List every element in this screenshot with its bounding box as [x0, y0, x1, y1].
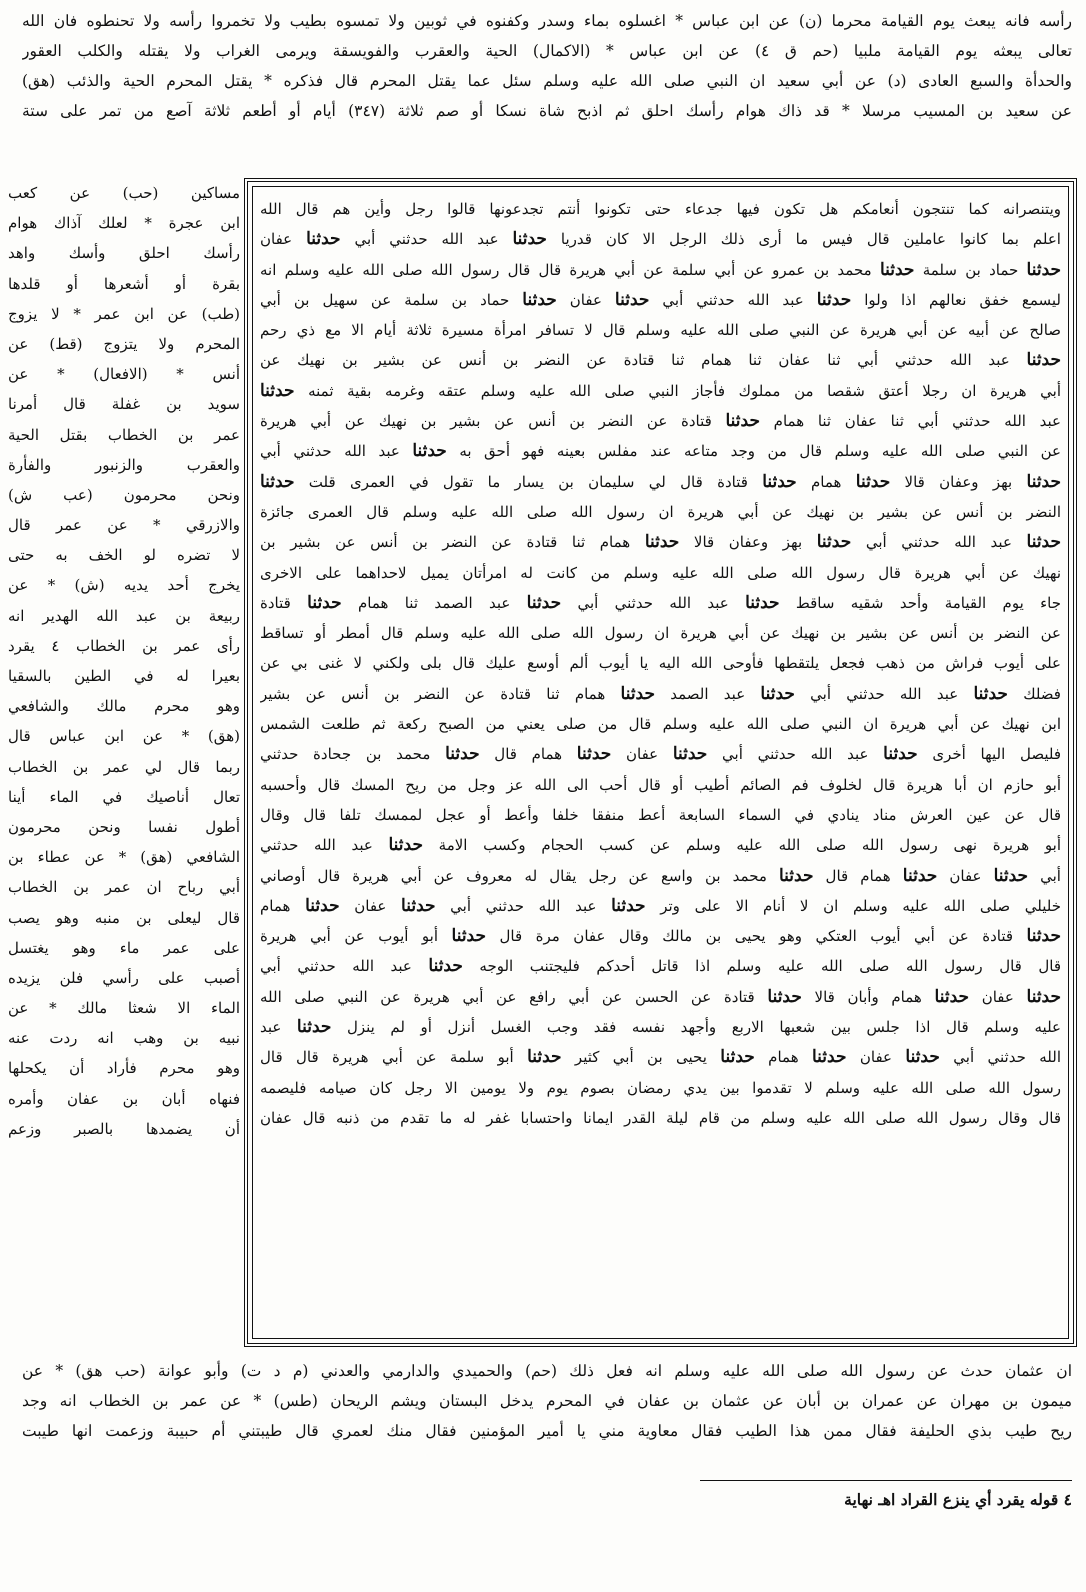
text-line: نبيه بن وهب انه ردت عنه	[8, 1029, 240, 1048]
text-line: يخرج أحد يديه (ش) * عن	[8, 576, 240, 595]
text-line: على أيوب فراش من ذهب فجعل يلتقطها فأوحى الله اليه يا أيوب ألم أوسع عليك قال بلى ولكني لا غنى بي عن	[260, 654, 1061, 673]
text-line: صالح عن أبيه عن أبي هريرة عن النبي صلى الله عليه وسلم قال لا تسافر امرأة مسيرة ثلاثة أيام الا مع ذي رحم	[260, 321, 1061, 340]
text-line: فليصل اليها أخرى حدثنا عبد الله حدثني أبي حدثنا عفان حدثنا همام قال حدثنا محمد بن جحادة حدثني	[260, 744, 1061, 765]
text-line: والحدأة والسبع العادى (د) عن أبي سعيد ان النبي صلى الله عليه وسلم سئل عما يقتل المحرم قال فذكره * يقتل المحرم الحية والذئب (هق)	[22, 72, 1072, 90]
text-line: أبي رباح ان عمر بن الخطاب	[8, 878, 240, 897]
text-line: ابن نهيك عن أبي هريرة ان النبي صلى الله عليه وسلم قال من صلى يعني من الصبح ركعة ثم طلعت الشمس	[260, 715, 1061, 734]
text-line: عن سعيد بن المسيب مرسلا * قد ذاك هوام رأسك احلق ثم اذبح شاة نسكا أو صم ثلاثة (٣٤٧) أيام أو أطعم ثلاثة آصع من تمر على ستة	[22, 102, 1072, 120]
text-line: قال عن عين العرش مناد ينادي في السماء السابعة أعط منفقا خلفا وأعط أو عجل لممسك تلفا قال وقال	[260, 805, 1061, 824]
text-line: وهو محرم مالك والشافعي	[8, 697, 240, 716]
text-line: فضلك حدثنا عبد الله حدثني أبي حدثنا عبد الصمد حدثنا همام ثنا قتادة عن النضر بن أنس عن بشير	[260, 683, 1061, 704]
text-line: لا تضره لو الخف به حتى	[8, 546, 240, 565]
text-line: ابن عجرة * لعلك آذاك هوام	[8, 214, 240, 233]
text-line: رأسه فانه يبعث يوم القيامة محرما (ن) عن ابن عباس * اغسلوه بماء وسدر وكفنوه في ثوبين ولا تمسوه بطيب ولا تخمروا رأسه ولا تحنطوه فان الله	[22, 12, 1072, 30]
text-line: (طب) عن ابن عمر * لا يزوج	[8, 304, 240, 323]
text-line: حدثنا عفان حدثنا همام وأبان قالا حدثنا قتادة عن الحسن عن أبي رافع عن أبي هريرة عن النبي صلى الله	[260, 986, 1061, 1007]
text-line: حدثنا حماد بن سلمة حدثنا محمد بن عمرو عن أبي سلمة عن أبي هريرة قال قال رسول الله صلى الله عليه وسلم انه	[260, 259, 1061, 280]
bottom-text-block	[22, 1356, 1072, 1446]
text-line: تعال أناصيك في الماء أينا	[8, 787, 240, 806]
text-line: ونحن محرمون (عب ش)	[8, 485, 240, 504]
text-line: النضر بن أنس عن بشير بن نهيك عن أبي هريرة ان رسول الله صلى الله عليه وسلم قال العمرى جائزة	[260, 502, 1061, 521]
text-line: نهيك عن أبي هريرة قال رسول الله صلى الله عليه وسلم من كانت له امرأتان يميل لاحداهما على الاخرى	[260, 563, 1061, 582]
text-line: عمر بن الخطاب بقتل الحية	[8, 425, 240, 444]
text-line: أن يضمدها بالصبر وزعم	[8, 1119, 240, 1138]
text-line: عليه وسلم قال اذا جلس بين شعبها الاربع وأجهد نفسه فقد وجب الغسل أنزل أو لم ينزل حدثنا عبد	[260, 1017, 1061, 1038]
text-line: تعالى يبعثه يوم القيامة ملبيا (حم ق ٤) عن ابن عباس * (الاكمال) الحية والعقرب والفويسقة ويرمى الغراب ولا يقتله والكلب العقور	[22, 42, 1072, 60]
text-line: رأسك احلق وأسك واهد	[8, 244, 240, 263]
text-line: ميمون بن مهران عن عمران بن أبان عن عثمان بن عفان في المحرم يدخل البستان ويشم الريحان (طس) * عن عمر بن الخطاب انه وجد	[22, 1392, 1072, 1410]
text-line: (هق) * عن ابن عباس قال	[8, 727, 240, 746]
text-line: المحرم ولا يتزوج (قط) عن	[8, 334, 240, 353]
text-line: ليسمع خفق نعالهم اذا ولوا حدثنا عبد الله حدثني أبي حدثنا عفان حدثنا حماد بن سلمة عن سهيل بن أبي	[260, 289, 1061, 310]
main-text-block	[260, 194, 1061, 1133]
text-line: رسول الله صلى الله عليه وسلم لا تقدموا بين يدي رمضان بصوم يوم ولا يومين الا رجل كان صيامه فليصمه	[260, 1078, 1061, 1097]
text-line: عبد الله حدثني أبي ثنا عفان ثنا همام حدثنا قتادة عن النضر بن أنس عن بشير بن نهيك عن أبي هريرة	[260, 411, 1061, 432]
text-line: فنهاه أبان بن عفان وأمره	[8, 1089, 240, 1108]
text-line: عن النضر بن أنس عن بشير بن نهيك عن أبي هريرة ان رسول الله صلى الله عليه وسلم قال أمطر أو تساقط	[260, 624, 1061, 643]
text-line: قال قال رسول الله صلى الله عليه وسلم اذا قاتل أحدكم فليجتنب الوجه حدثنا عبد الله حدثني أبي	[260, 956, 1061, 977]
text-line: الماء الا شعثا مالك * عن	[8, 999, 240, 1018]
footnote	[700, 1480, 1072, 1515]
text-line: أبو هريرة نهى رسول الله صلى الله عليه وسلم عن كسب الحجام وكسب الامة حدثنا عبد الله حدثني	[260, 835, 1061, 856]
text-line: ريح طيب بذي الحليفة فقال ممن هذا الطيب فقال معاوية مني يا أمير المؤمنين فقال منك لعمري قال طيبتني أم حبيبة وزعمت انها طيبت	[22, 1422, 1072, 1440]
text-line: جاء يوم القيامة وأحد شقيه ساقط حدثنا عبد الله حدثني أبي حدثنا عبد الصمد ثنا همام حدثنا قتادة	[260, 592, 1061, 613]
text-line: حدثنا بهز وعفان قالا حدثنا همام حدثنا قتادة قال لي سليمان بن يسار ما تقول في العمرى قلت حدثنا	[260, 471, 1061, 492]
text-line: ويتنصرانه كما تنتجون أنعامكم هل تكون فيها جدعاء حتى تكونوا أنتم تجدعونها قالوا رجل وأين هم قال الله	[260, 200, 1061, 218]
text-line: قال وقال رسول الله صلى الله عليه وسلم من قام ليلة القدر ايمانا واحتسابا غفر له ما تقدم من ذنبه قال عفان	[260, 1108, 1061, 1127]
text-line: أطول نفسا ونحن محرمون	[8, 817, 240, 836]
side-column-text	[8, 178, 240, 1144]
text-line: أبي هريرة ان رجلا أعتق شقصا من مملوك فأجاز النبي صلى الله عليه وسلم عتقه وغرمه بقية ثمنه حدثنا	[260, 380, 1061, 401]
text-line: أنس * (الافعال) * عن	[8, 365, 240, 384]
text-line: حدثنا قتادة عن أبي أيوب العتكي وهو يحيى بن مالك وقال عفان مرة قال حدثنا أبو أيوب عن أبي هريرة	[260, 926, 1061, 947]
text-line: سويد بن غفلة قال أمرنا	[8, 395, 240, 414]
text-line: الشافعي (هق) * عن عطاء بن	[8, 848, 240, 867]
main-text-frame	[244, 178, 1077, 1347]
top-text-block	[22, 6, 1072, 126]
text-line: ربيعة بن عبد الله الهدير انه	[8, 606, 240, 625]
text-line: والازرقي * عن عمر قال	[8, 516, 240, 535]
text-line: أبي حدثنا عفان حدثنا همام قال حدثنا محمد بن واسع عن رجل يقال له معروف عن أبي هريرة قال أوصاني	[260, 865, 1061, 886]
text-line: ربما قال لي عمر بن الخطاب	[8, 757, 240, 776]
text-line: بقرة أو أشعرها أو قلدها	[8, 274, 240, 293]
text-line: خليلي صلى الله عليه وسلم ان لا أنام الا على وتر حدثنا عبد الله حدثني أبي حدثنا عفان حدثنا همام	[260, 895, 1061, 916]
text-line: وهو محرم فأراد أن يكحلها	[8, 1059, 240, 1078]
text-line: على عمر ماء وهو يغتسل	[8, 938, 240, 957]
text-line: حدثنا عبد الله حدثني أبي حدثنا بهز وعفان قالا حدثنا همام ثنا قتادة عن النضر بن أنس عن بشير بن	[260, 532, 1061, 553]
text-line: الله حدثني أبي حدثنا عفان حدثنا همام حدثنا يحيى بن أبي كثير حدثنا أبو سلمة عن أبي هريرة قال قال	[260, 1047, 1061, 1068]
text-line: أصبب على رأسي فلن يزيده	[8, 968, 240, 987]
text-line: اعلم بما كانوا عاملين قال فيس ما أرى ذلك الرجل الا كان قدريا حدثنا عبد الله حدثني أبي حدثنا عفان	[260, 229, 1061, 250]
text-line: حدثنا عبد الله حدثني أبي ثنا عفان ثنا همام ثنا قتادة عن النضر بن أنس عن بشير بن نهيك عن	[260, 350, 1061, 371]
text-line: عن النبي صلى الله عليه وسلم قال من وجد متاعه عند مفلس بعينه فهو أحق به حدثنا عبد الله حدثني أبي	[260, 441, 1061, 462]
text-line: بعيرا له في الطين بالسقيا	[8, 667, 240, 685]
text-line: ان عثمان حدث عن رسول الله صلى الله عليه وسلم انه فعل ذلك (حم) والحميدي والدارمي والعدني (م د ت) وأبو عوانة (حب هق) * عن	[22, 1362, 1072, 1380]
text-line: أبو حازم ان أبا هريرة قال لخلوف فم الصائم أطيب أو قال أحب الى الله عز وجل من ريح المسك قال وأحسبه	[260, 775, 1061, 794]
text-line: والعقرب والزنبور والفأرة	[8, 455, 240, 474]
footnote-text: ٤ قوله يقرد أي ينزع القراد اهـ نهاية	[844, 1490, 1072, 1509]
text-line: رأى عمر بن الخطاب ٤ يقرد	[8, 636, 240, 655]
text-line: مساكين (حب) عن كعب	[8, 184, 240, 202]
text-line: قال ليعلى بن منبه وهو يصب	[8, 908, 240, 927]
